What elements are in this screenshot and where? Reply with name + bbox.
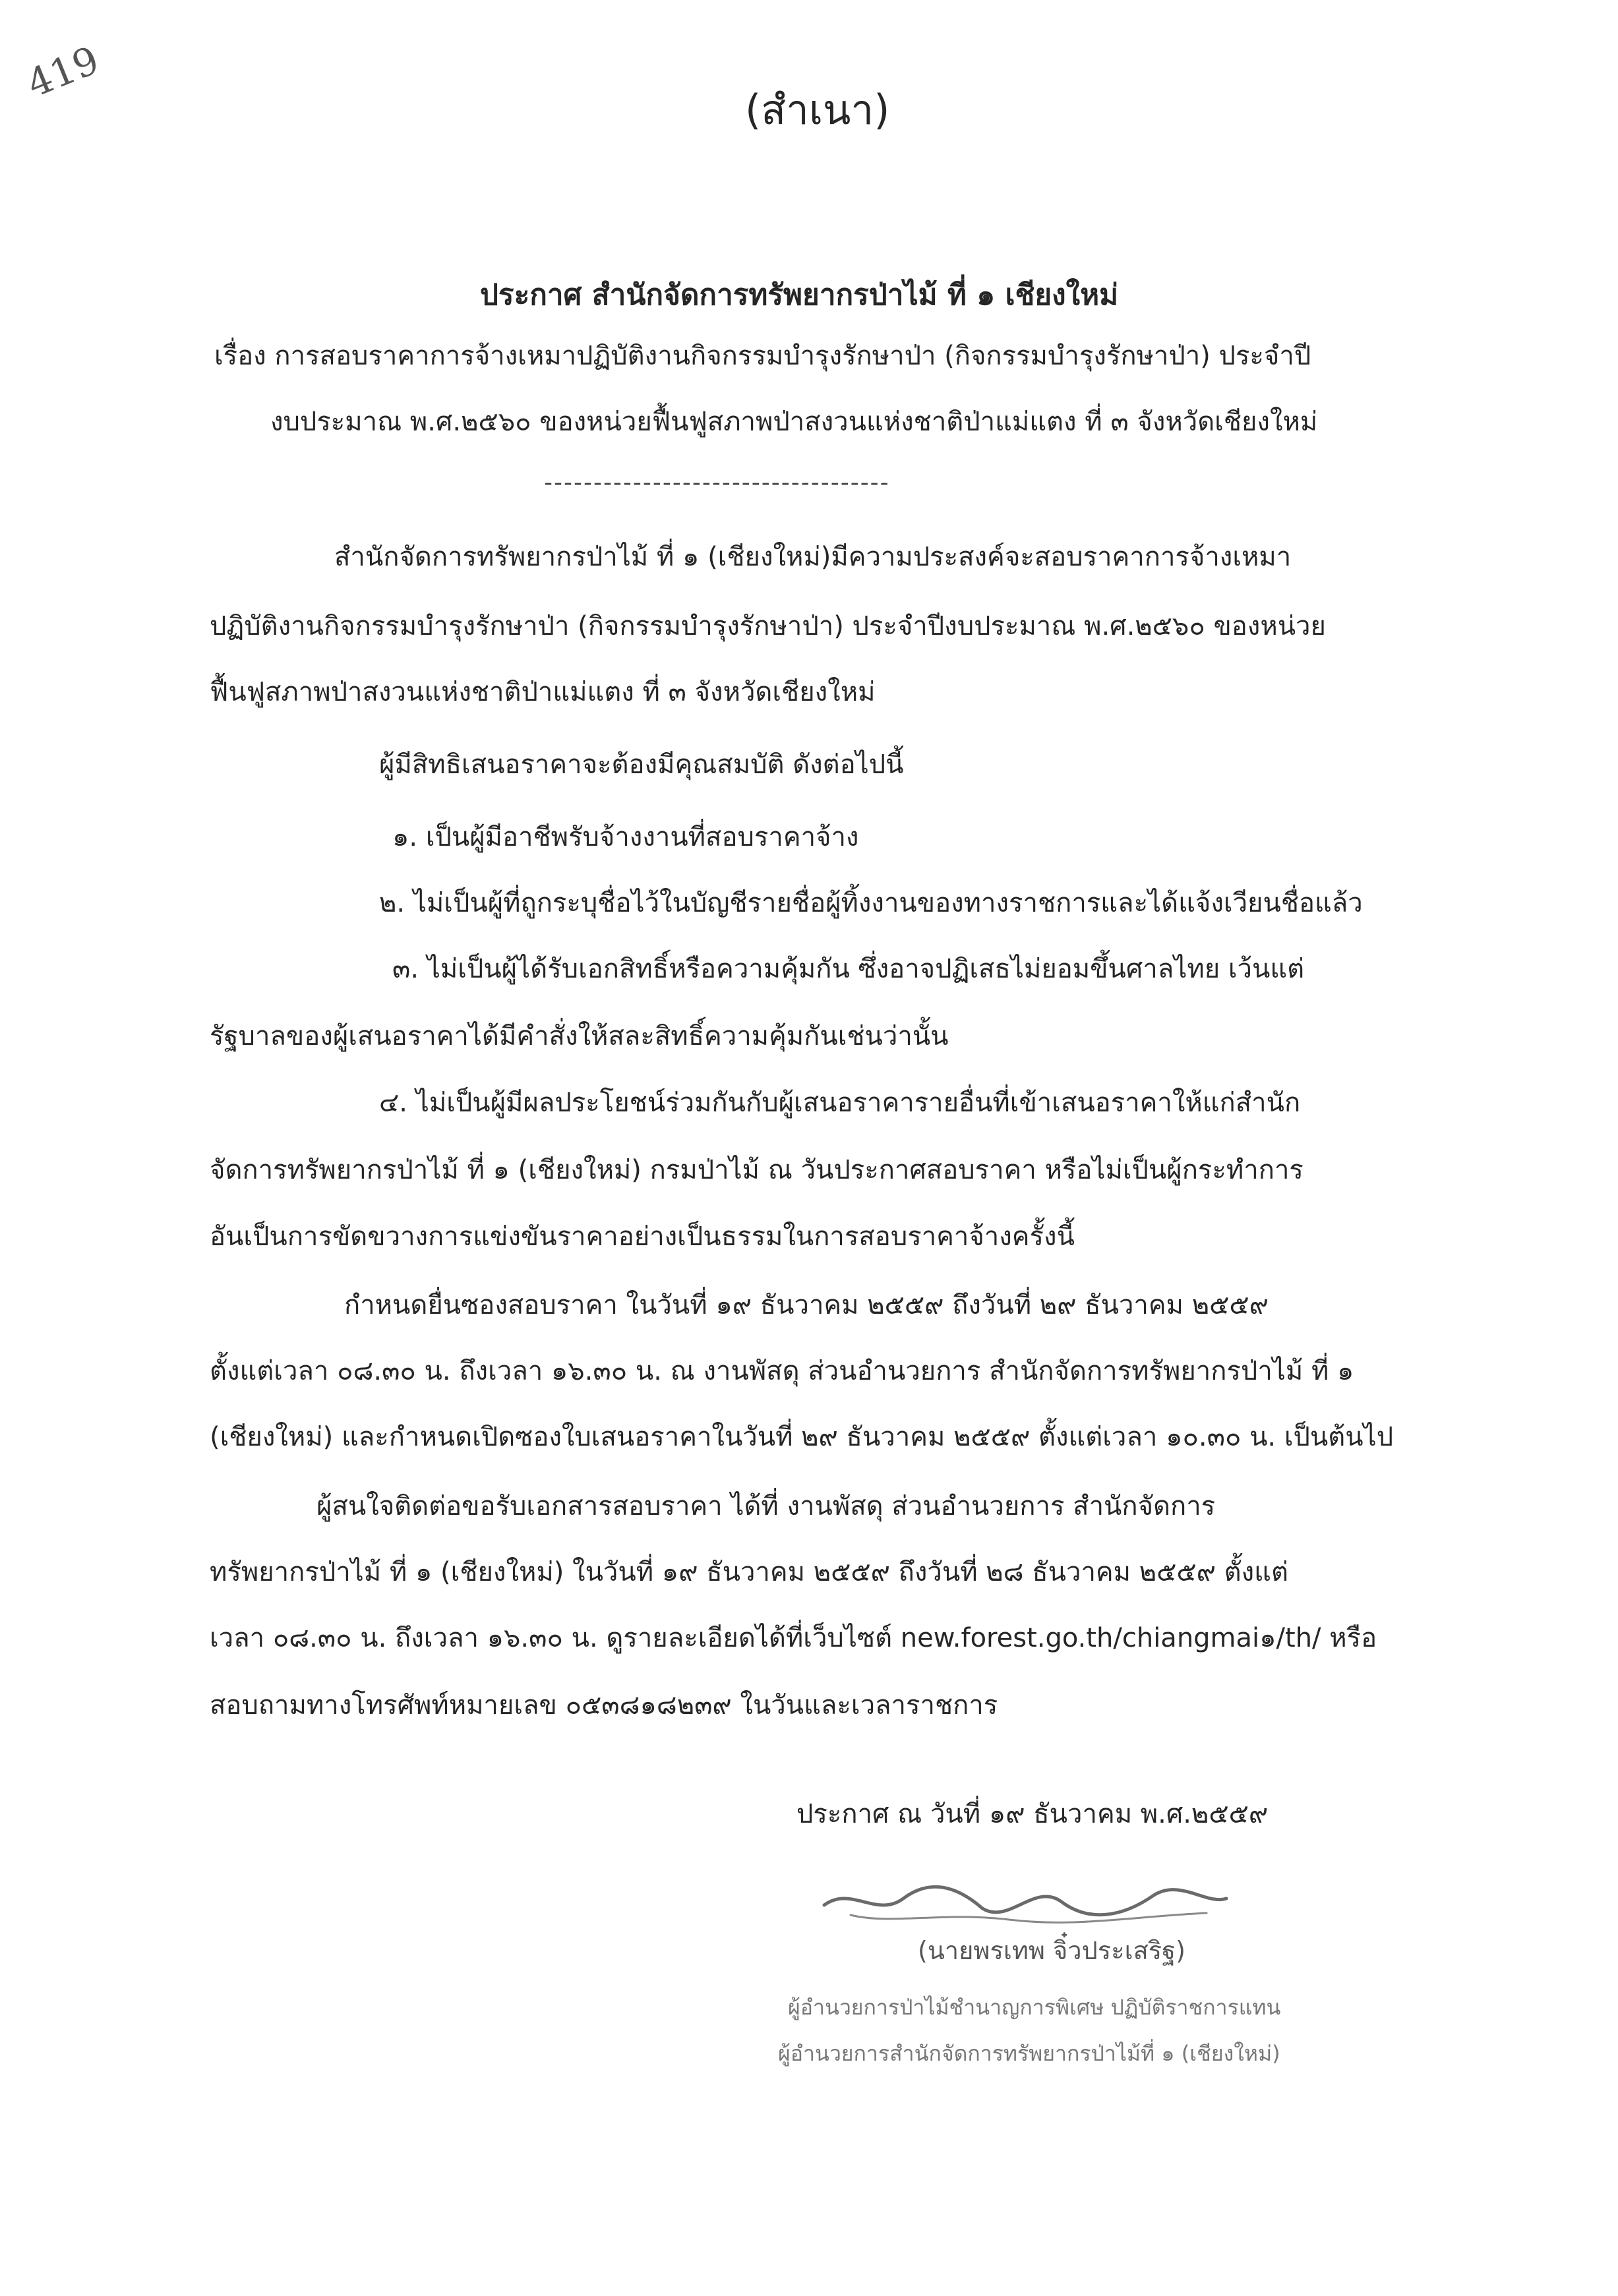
subject-line-2: งบประมาณ พ.ศ.๒๕๖๐ ของหน่วยฟื้นฟูสภาพป่าสงวนแห่งชาติป่าแม่แตง ที่ ๓ จังหวัดเชียงใหม่	[270, 407, 1318, 437]
contact-line-3: เวลา ๐๘.๓๐ น. ถึงเวลา ๑๖.๓๐ น. ดูรายละเอียดได้ที่เว็บไซต์ new.forest.go.th/chiangmai๑/th/ หรือ	[210, 1623, 1377, 1653]
contact-line-1: ผู้สนใจติดต่อขอรับเอกสารสอบราคา ได้ที่ งานพัสดุ ส่วนอำนวยการ สำนักจัดการ	[316, 1491, 1216, 1521]
contact-line-2: ทรัพยากรป่าไม้ ที่ ๑ (เชียงใหม่) ในวันที่ ๑๙ ธันวาคม ๒๕๕๙ ถึงวันที่ ๒๘ ธันวาคม ๒๕๕๙ ตั้งแต่	[210, 1557, 1288, 1587]
submission-line-1: กำหนดยื่นซองสอบราคา ในวันที่ ๑๙ ธันวาคม ๒๕๕๙ ถึงวันที่ ๒๙ ธันวาคม ๒๕๕๙	[344, 1290, 1269, 1320]
announcement-title: ประกาศ สำนักจัดการทรัพยากรป่าไม้ ที่ ๑ เชียงใหม่	[480, 278, 1119, 312]
submission-line-3: (เชียงใหม่) และกำหนดเปิดซองใบเสนอราคาในวันที่ ๒๙ ธันวาคม ๒๕๕๙ ตั้งแต่เวลา ๑๐.๓๐ น. เป็นต้นไป	[210, 1422, 1394, 1452]
submission-line-2: ตั้งแต่เวลา ๐๘.๓๐ น. ถึงเวลา ๑๖.๓๐ น. ณ งานพัสดุ ส่วนอำนวยการ สำนักจัดการทรัพยากรป่าไม้ ที่ ๑	[210, 1356, 1354, 1386]
qualification-4-line-3: อันเป็นการขัดขวางการแข่งขันราคาอย่างเป็นธรรมในการสอบราคาจ้างครั้งนี้	[210, 1222, 1075, 1252]
qualification-3-line-1: ๓. ไม่เป็นผู้ได้รับเอกสิทธิ์หรือความคุ้มกัน ซึ่งอาจปฏิเสธไม่ยอมขึ้นศาลไทย เว้นแต่	[392, 954, 1305, 984]
handwritten-page-mark: 419	[20, 37, 105, 107]
signer-position-line-1: ผู้อำนวยการป่าไม้ชำนาญการพิเศษ ปฏิบัติราชการแทน	[788, 1995, 1281, 2020]
body-paragraph-1-line-2: ปฏิบัติงานกิจกรรมบำรุงรักษาป่า (กิจกรรมบำรุงรักษาป่า) ประจำปีงบประมาณ พ.ศ.๒๕๖๐ ของหน่วย	[210, 611, 1326, 641]
separator-line: -----------------------------------	[544, 469, 890, 496]
qualification-heading: ผู้มีสิทธิเสนอราคาจะต้องมีคุณสมบัติ ดังต่อไปนี้	[379, 750, 904, 780]
qualification-1: ๑. เป็นผู้มีอาชีพรับจ้างงานที่สอบราคาจ้าง	[392, 822, 859, 852]
copy-mark: (สำเนา)	[745, 86, 890, 134]
qualification-4-line-1: ๔. ไม่เป็นผู้มีผลประโยชน์ร่วมกันกับผู้เสนอราคารายอื่นที่เข้าเสนอราคาให้แก่สำนัก	[379, 1088, 1301, 1118]
qualification-4-line-2: จัดการทรัพยากรป่าไม้ ที่ ๑ (เชียงใหม่) กรมป่าไม้ ณ วันประกาศสอบราคา หรือไม่เป็นผู้กระทำการ	[210, 1155, 1303, 1185]
body-paragraph-1-line-3: ฟื้นฟูสภาพป่าสงวนแห่งชาติป่าแม่แตง ที่ ๓ จังหวัดเชียงใหม่	[210, 677, 876, 707]
announcement-dateline: ประกาศ ณ วันที่ ๑๙ ธันวาคม พ.ศ.๒๕๕๙	[796, 1799, 1269, 1829]
subject-line-1: เรื่อง การสอบราคาการจ้างเหมาปฏิบัติงานกิจกรรมบำรุงรักษาป่า (กิจกรรมบำรุงรักษาป่า) ประจำปี	[214, 341, 1311, 371]
body-paragraph-1-line-1: สำนักจัดการทรัพยากรป่าไม้ ที่ ๑ (เชียงใหม่)มีความประสงค์จะสอบราคาการจ้างเหมา	[334, 542, 1292, 572]
signer-position-line-2: ผู้อำนวยการสำนักจัดการทรัพยากรป่าไม้ที่ ๑ (เชียงใหม่)	[778, 2041, 1280, 2066]
qualification-2: ๒. ไม่เป็นผู้ที่ถูกระบุชื่อไว้ในบัญชีรายชื่อผู้ทิ้งงานของทางราชการและได้แจ้งเวียนชื่อแล้ว	[379, 888, 1363, 918]
contact-line-4: สอบถามทางโทรศัพท์หมายเลข ๐๕๓๘๑๘๒๓๙ ในวันและเวลาราชการ	[210, 1690, 998, 1721]
signer-name: (นายพรเทพ จิ๋วประเสริฐ)	[918, 1936, 1185, 1965]
qualification-3-line-2: รัฐบาลของผู้เสนอราคาได้มีคำสั่งให้สละสิทธิ์ความคุ้มกันเช่นว่านั้น	[210, 1021, 949, 1051]
